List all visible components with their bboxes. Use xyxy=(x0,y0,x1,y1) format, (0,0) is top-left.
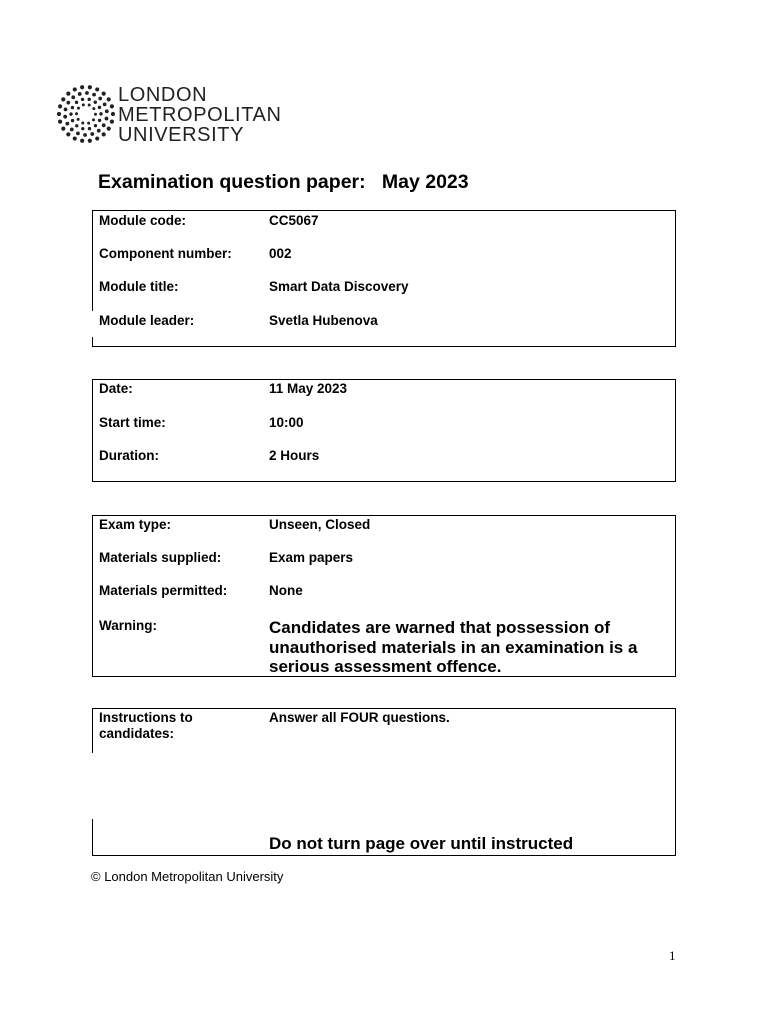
materials-permitted-label: Materials permitted: xyxy=(99,583,228,598)
instructions-value: Answer all FOUR questions. xyxy=(269,710,450,725)
page-number: 1 xyxy=(669,948,676,963)
warning-text: Candidates are warned that possession of unauthorised materials in an examination is a serious assessment offence. xyxy=(269,618,638,676)
module-title-label: Module title: xyxy=(99,279,179,294)
warning-label: Warning: xyxy=(99,618,157,633)
logo-line-2: METROPOLITAN xyxy=(118,104,282,126)
module-code-value: CC5067 xyxy=(269,213,319,228)
duration-label: Duration: xyxy=(99,448,159,463)
component-number-label: Component number: xyxy=(99,246,232,261)
instructions-label: Instructions to candidates: xyxy=(99,710,193,741)
exam-type-label: Exam type: xyxy=(99,517,172,532)
module-code-label: Module code: xyxy=(99,213,186,228)
do-not-turn-page-text: Do not turn page over until instructed xyxy=(269,834,574,853)
university-logo xyxy=(56,84,286,146)
duration-value: 2 Hours xyxy=(269,448,320,463)
exam-details-box xyxy=(92,515,676,677)
copyright-text: © London Metropolitan University xyxy=(91,869,284,884)
materials-supplied-label: Materials supplied: xyxy=(99,550,222,565)
logo-wordmark xyxy=(118,85,282,145)
university-logo-icon xyxy=(56,84,116,144)
logo-line-1: LONDON xyxy=(118,84,208,106)
module-leader-value: Svetla Hubenova xyxy=(269,313,378,328)
start-time-value: 10:00 xyxy=(269,415,304,430)
exam-type-value: Unseen, Closed xyxy=(269,517,371,532)
module-info-box xyxy=(92,210,676,347)
component-number-value: 002 xyxy=(269,246,292,261)
materials-permitted-value: None xyxy=(269,583,303,598)
logo-line-3: UNIVERSITY xyxy=(118,124,245,146)
module-leader-label: Module leader: xyxy=(99,313,195,328)
start-time-label: Start time: xyxy=(99,415,166,430)
date-label: Date: xyxy=(99,381,133,396)
page-title: Examination question paper: May 2023 xyxy=(98,171,469,193)
exam-time-box xyxy=(92,379,676,482)
date-value: 11 May 2023 xyxy=(269,381,348,396)
instructions-box xyxy=(92,708,676,856)
module-title-value: Smart Data Discovery xyxy=(269,279,409,294)
materials-supplied-value: Exam papers xyxy=(269,550,354,565)
